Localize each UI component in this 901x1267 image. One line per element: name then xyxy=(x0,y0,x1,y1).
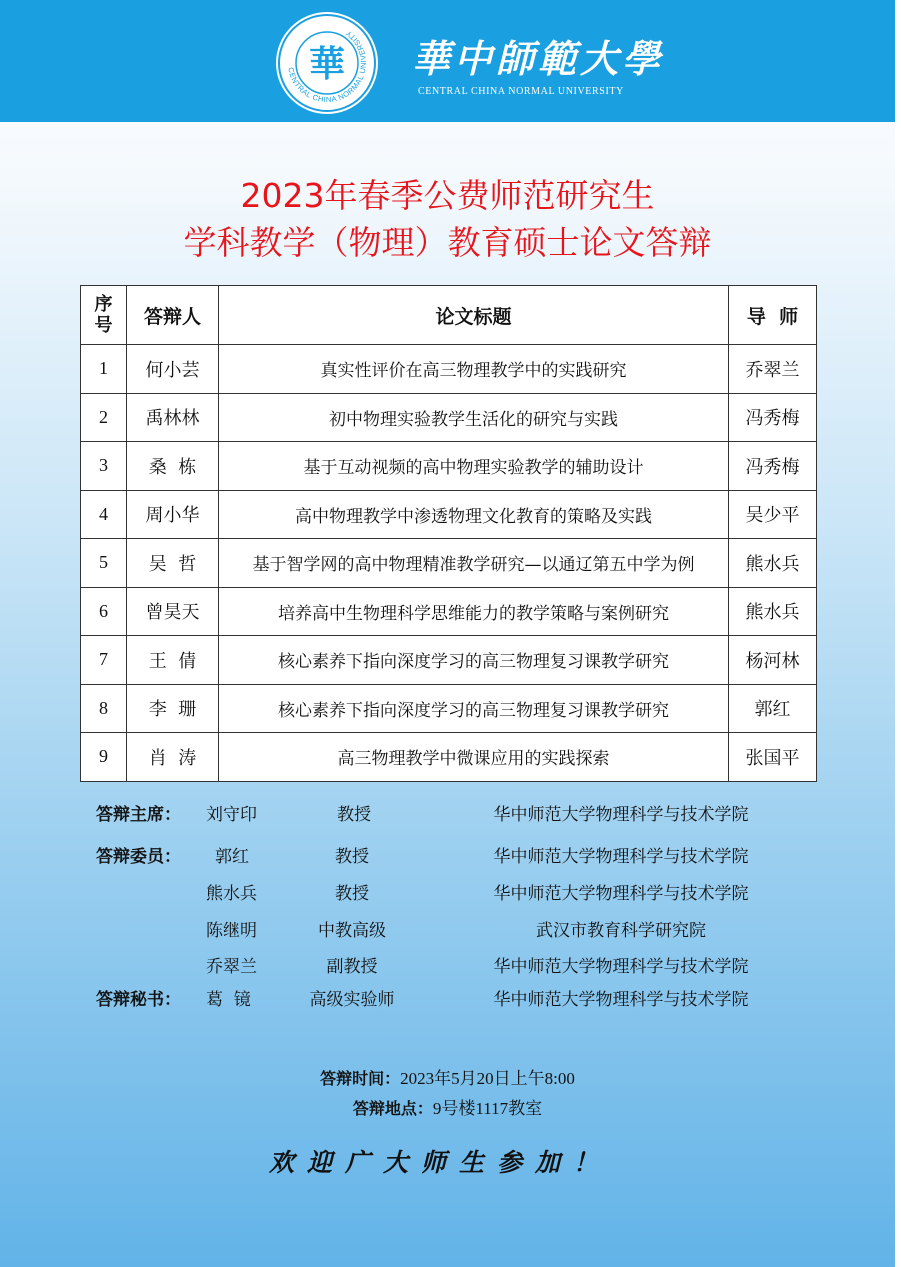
members-label: 答辩委员： xyxy=(96,847,181,867)
header-topic: 论文标题 xyxy=(219,286,729,345)
row-presenter: 吴 哲 xyxy=(127,539,219,588)
seal-graphic xyxy=(276,12,378,114)
table-row xyxy=(81,587,817,636)
member-name: 郭红 xyxy=(215,847,249,867)
member-title: 副教授 xyxy=(326,957,378,977)
row-advisor: 熊水兵 xyxy=(729,539,817,588)
row-topic: 核心素养下指向深度学习的高三物理复习课教学研究 xyxy=(219,636,729,685)
member-institution: 华中师范大学物理科学与技术学院 xyxy=(493,847,749,867)
row-topic: 基于互动视频的高中物理实验教学的辅助设计 xyxy=(219,442,729,491)
table-row xyxy=(81,393,817,442)
header-presenter: 答辩人 xyxy=(127,286,219,345)
member-name: 熊水兵 xyxy=(206,884,257,904)
row-presenter: 李 珊 xyxy=(127,684,219,733)
table-row xyxy=(81,733,817,782)
seal-ring-text: CENTRAL CHINA NORMAL UNIVERSITY xyxy=(286,28,369,105)
row-topic: 高三物理教学中微课应用的实践探索 xyxy=(219,733,729,782)
university-seal xyxy=(276,12,378,114)
committee-secretary-row xyxy=(96,985,181,1010)
member-institution: 华中师范大学物理科学与技术学院 xyxy=(493,957,749,977)
row-number: 5 xyxy=(81,539,127,588)
member-name: 陈继明 xyxy=(206,921,257,941)
committee-members-row xyxy=(96,842,181,867)
row-number: 4 xyxy=(81,490,127,539)
row-number: 2 xyxy=(81,393,127,442)
table-row xyxy=(81,539,817,588)
row-number: 7 xyxy=(81,636,127,685)
row-presenter: 何小芸 xyxy=(127,345,219,394)
university-name-en: CENTRAL CHINA NORMAL UNIVERSITY xyxy=(418,86,624,97)
row-advisor: 冯秀梅 xyxy=(729,393,817,442)
chair-name: 刘守印 xyxy=(206,805,257,825)
seal-character: 華 xyxy=(308,43,346,85)
row-presenter: 曾昊天 xyxy=(127,587,219,636)
row-advisor: 郭红 xyxy=(729,684,817,733)
row-advisor: 乔翠兰 xyxy=(729,345,817,394)
time-label: 答辩时间： xyxy=(320,1069,401,1088)
table-row xyxy=(81,490,817,539)
member-institution: 武汉市教育科学研究院 xyxy=(536,921,706,941)
table-row xyxy=(81,442,817,491)
table-row xyxy=(81,636,817,685)
row-topic: 核心素养下指向深度学习的高三物理复习课教学研究 xyxy=(219,684,729,733)
defense-time xyxy=(0,1064,895,1089)
chair-title: 教授 xyxy=(337,805,371,825)
header-seq xyxy=(81,286,127,345)
place-value: 9号楼1117教室 xyxy=(432,1099,543,1118)
row-advisor: 吴少平 xyxy=(729,490,817,539)
member-title: 中教高级 xyxy=(318,921,386,941)
row-presenter: 王 倩 xyxy=(127,636,219,685)
chair-institution: 华中师范大学物理科学与技术学院 xyxy=(493,805,749,825)
row-number: 9 xyxy=(81,733,127,782)
place-label: 答辩地点： xyxy=(352,1099,433,1118)
defense-place xyxy=(0,1094,895,1119)
chair-label: 答辩主席： xyxy=(96,805,181,825)
row-number: 8 xyxy=(81,684,127,733)
secretary-name: 葛 镜 xyxy=(206,990,251,1010)
welcome-message: 欢迎广大师生参加！ xyxy=(268,1148,611,1177)
member-institution: 华中师范大学物理科学与技术学院 xyxy=(493,884,749,904)
header-seq-line1: 序 xyxy=(94,294,113,315)
defense-schedule-table xyxy=(80,285,817,782)
row-number: 3 xyxy=(81,442,127,491)
member-title: 教授 xyxy=(335,847,369,867)
row-topic: 培养高中生物理科学思维能力的教学策略与案例研究 xyxy=(219,587,729,636)
row-number: 1 xyxy=(81,345,127,394)
page-title-line1: 2023年春季公费师范研究生 xyxy=(240,176,655,215)
member-name: 乔翠兰 xyxy=(206,957,257,977)
secretary-institution: 华中师范大学物理科学与技术学院 xyxy=(493,990,749,1010)
header-advisor: 导 师 xyxy=(729,286,817,345)
row-presenter: 周小华 xyxy=(127,490,219,539)
committee-chair-row xyxy=(96,800,181,825)
header-seq-line2: 号 xyxy=(94,315,113,336)
row-presenter: 肖 涛 xyxy=(127,733,219,782)
row-advisor: 熊水兵 xyxy=(729,587,817,636)
row-topic: 初中物理实验教学生活化的研究与实践 xyxy=(219,393,729,442)
secretary-title: 高级实验师 xyxy=(309,990,395,1010)
page-title-line2: 学科教学（物理）教育硕士论文答辩 xyxy=(183,223,712,262)
table-row xyxy=(81,684,817,733)
row-advisor: 冯秀梅 xyxy=(729,442,817,491)
row-topic: 真实性评价在高三物理教学中的实践研究 xyxy=(219,345,729,394)
page-edge xyxy=(895,0,901,1267)
secretary-label: 答辩秘书： xyxy=(96,990,181,1010)
table-row xyxy=(81,345,817,394)
time-value: 2023年5月20日上午8:00 xyxy=(400,1069,575,1088)
row-presenter: 桑 栋 xyxy=(127,442,219,491)
row-topic: 基于智学网的高中物理精准教学研究—以通辽第五中学为例 xyxy=(219,539,729,588)
member-title: 教授 xyxy=(335,884,369,904)
row-topic: 高中物理教学中渗透物理文化教育的策略及实践 xyxy=(219,490,729,539)
row-advisor: 杨河林 xyxy=(729,636,817,685)
row-advisor: 张国平 xyxy=(729,733,817,782)
row-number: 6 xyxy=(81,587,127,636)
university-name-cn: 華中師範大學 xyxy=(412,36,665,81)
row-presenter: 禹林林 xyxy=(127,393,219,442)
table-header-row xyxy=(81,286,817,345)
